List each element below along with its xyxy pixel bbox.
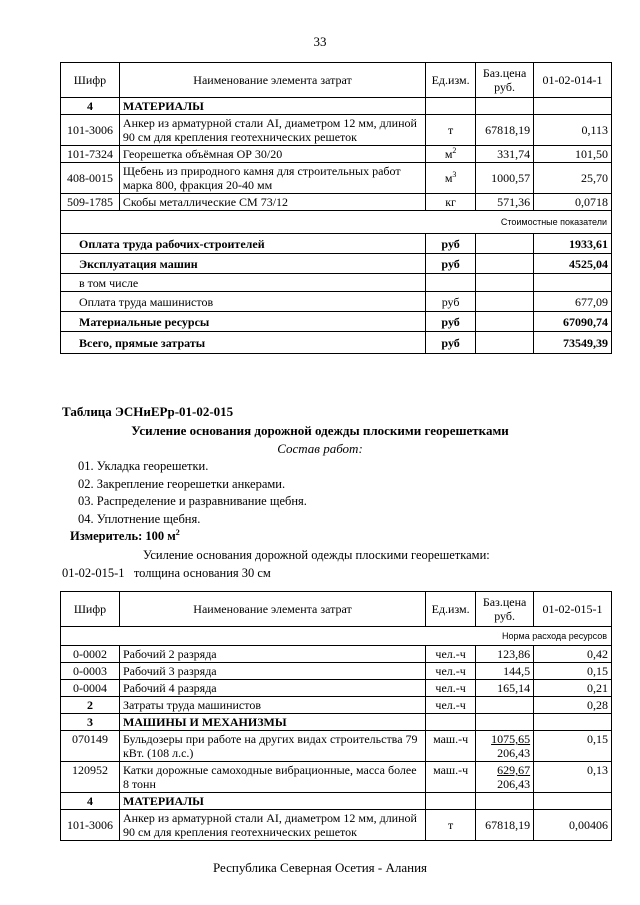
table-row xyxy=(61,810,612,841)
norm-label: Норма расхода ресурсов xyxy=(61,627,612,646)
summary-unit: руб xyxy=(426,312,476,332)
summary-label: Всего, прямые затраты xyxy=(61,332,426,354)
table-row xyxy=(61,115,612,146)
norm-label-row xyxy=(61,627,612,646)
cell-name: Рабочий 3 разряда xyxy=(119,663,425,680)
composition-label: Состав работ: xyxy=(277,441,363,456)
cell-value: 0,28 xyxy=(534,697,612,714)
cell-name: Скобы металлические СМ 73/12 xyxy=(119,194,425,211)
cell-code: 070149 xyxy=(61,731,120,762)
section-number: 4 xyxy=(61,793,120,810)
table-header-row xyxy=(61,592,612,627)
cell-unit: кг xyxy=(426,194,476,211)
cell-unit: т xyxy=(426,810,476,841)
cell-unit: чел.-ч xyxy=(426,663,476,680)
cell-value: 0,00406 xyxy=(534,810,612,841)
section-row xyxy=(61,793,612,810)
cell-price: 571,36 xyxy=(476,194,534,211)
table-row xyxy=(61,163,612,194)
cell-unit: т xyxy=(426,115,476,146)
measure-sup: 2 xyxy=(175,527,180,537)
header-norm: 01-02-014-1 xyxy=(534,63,612,98)
table-row xyxy=(61,146,612,163)
summary-value: 67090,74 xyxy=(534,312,612,332)
summary-label: Эксплуатация машин xyxy=(61,254,426,274)
cell-price: 331,74 xyxy=(476,146,534,163)
cell-price: 67818,19 xyxy=(476,810,534,841)
summary-unit: руб xyxy=(426,332,476,354)
cell-code: 2 xyxy=(61,697,120,714)
cell-price: 67818,19 xyxy=(476,115,534,146)
summary-value: 4525,04 xyxy=(534,254,612,274)
cell-name: Рабочий 4 разряда xyxy=(119,680,425,697)
cell-code: 101-3006 xyxy=(61,115,120,146)
table-row xyxy=(61,680,612,697)
cell-code: 120952 xyxy=(61,762,120,793)
cell-name: Катки дорожные самоходные вибрационные, масса более 8 тонн xyxy=(119,762,425,793)
table-row xyxy=(61,663,612,680)
summary-value: 73549,39 xyxy=(534,332,612,354)
summary-label: в том числе xyxy=(61,274,426,292)
section-row xyxy=(61,98,612,115)
price-top: 1075,65 xyxy=(491,732,531,746)
cell-code: 0-0003 xyxy=(61,663,120,680)
header-name: Наименование элемента затрат xyxy=(119,592,425,627)
operation-item: 01. Укладка георешетки. xyxy=(78,459,209,473)
cell-name: Затраты труда машинистов xyxy=(119,697,425,714)
table-row xyxy=(61,762,612,793)
header-code: Шифр xyxy=(61,592,120,627)
section-title: МАШИНЫ И МЕХАНИЗМЫ xyxy=(119,714,425,731)
code-line xyxy=(62,566,271,581)
table-row xyxy=(61,731,612,762)
footer: Республика Северная Осетия - Алания xyxy=(212,860,428,875)
header-code: Шифр xyxy=(61,63,120,98)
cell-unit: чел.-ч xyxy=(426,646,476,663)
summary-value: 1933,61 xyxy=(534,234,612,254)
section-title: МАТЕРИАЛЫ xyxy=(119,793,425,810)
cell-value: 0,113 xyxy=(534,115,612,146)
cell-unit: чел.-ч xyxy=(426,697,476,714)
cell-value: 0,15 xyxy=(534,663,612,680)
table-title: Таблица ЭСНиЕРр-01-02-015 xyxy=(62,404,234,419)
section-row xyxy=(61,714,612,731)
price-top: 629,67 xyxy=(497,763,531,777)
table-subtitle: Усиление основания дорожной одежды плоскими георешетками xyxy=(131,423,509,438)
resource-table-2 xyxy=(60,591,612,841)
operation-item: 02. Закрепление георешетки анкерами. xyxy=(78,477,286,491)
summary-row xyxy=(61,234,612,254)
summary-row xyxy=(61,254,612,274)
price-bottom: 206,43 xyxy=(497,777,531,791)
cell-unit: $м^3$ xyxy=(426,163,476,194)
operation-item: 04. Уплотнение щебня. xyxy=(78,512,201,526)
cell-value: 25,70 xyxy=(534,163,612,194)
cell-price: 144,5 xyxy=(476,663,534,680)
cell-price: 123,86 xyxy=(476,646,534,663)
price-bottom: 206,43 xyxy=(497,746,531,760)
summary-unit: руб xyxy=(426,292,476,312)
cell-unit: чел.-ч xyxy=(426,680,476,697)
cost-indicators-label: Стоимостные показатели xyxy=(61,211,612,234)
cell-price xyxy=(476,762,534,793)
header-unit: Ед.изм. xyxy=(426,63,476,98)
cell-name: Щебень из природного камня для строительных работ марка 800, фракция 20-40 мм xyxy=(119,163,425,194)
cell-code: 101-7324 xyxy=(61,146,120,163)
norm-code: 01-02-015-1 xyxy=(62,566,125,580)
cell-unit: маш.-ч xyxy=(426,731,476,762)
summary-label: Оплата труда рабочих-строителей xyxy=(61,234,426,254)
cell-price: 1000,57 xyxy=(476,163,534,194)
section-number: 4 xyxy=(61,98,120,115)
summary-unit: руб xyxy=(426,234,476,254)
header-unit: Ед.изм. xyxy=(426,592,476,627)
cell-price: 165,14 xyxy=(476,680,534,697)
summary-row xyxy=(61,312,612,332)
cell-value: 0,0718 xyxy=(534,194,612,211)
section-title: МАТЕРИАЛЫ xyxy=(119,98,425,115)
cell-name: Бульдозеры при работе на других видах строительства 79 кВт. (108 л.с.) xyxy=(119,731,425,762)
cell-value: 0,13 xyxy=(534,762,612,793)
cell-code: 101-3006 xyxy=(61,810,120,841)
cell-value: 0,42 xyxy=(534,646,612,663)
measure-text: Измеритель: 100 м xyxy=(70,529,176,543)
table-row xyxy=(61,194,612,211)
summary-row xyxy=(61,274,612,292)
section-number: 3 xyxy=(61,714,120,731)
cell-name: Анкер из арматурной стали AI, диаметром 12 мм, длиной 90 см для крепления геотехнических решеток xyxy=(119,810,425,841)
cell-code: 509-1785 xyxy=(61,194,120,211)
measure-line xyxy=(70,529,180,544)
table-header-row xyxy=(61,63,612,98)
cell-code: 0-0004 xyxy=(61,680,120,697)
cell-value: 101,50 xyxy=(534,146,612,163)
header-price: Баз.цена руб. xyxy=(476,63,534,98)
summary-row xyxy=(61,292,612,312)
cost-indicators-row xyxy=(61,211,612,234)
page-number: 33 xyxy=(313,34,327,49)
cell-code: 408-0015 xyxy=(61,163,120,194)
description-line: Усиление основания дорожной одежды плоскими георешетками: xyxy=(143,548,490,562)
summary-label: Оплата труда машинистов xyxy=(61,292,426,312)
cell-code: 0-0002 xyxy=(61,646,120,663)
cell-unit: маш.-ч xyxy=(426,762,476,793)
summary-unit: руб xyxy=(426,254,476,274)
cell-unit: $м^2$ xyxy=(426,146,476,163)
header-price: Баз.цена руб. xyxy=(476,592,534,627)
cell-value: 0,15 xyxy=(534,731,612,762)
cell-name: Рабочий 2 разряда xyxy=(119,646,425,663)
norm-text: толщина основания 30 см xyxy=(133,566,271,580)
summary-value: 677,09 xyxy=(534,292,612,312)
header-norm: 01-02-015-1 xyxy=(534,592,612,627)
operation-item: 03. Распределение и разравнивание щебня. xyxy=(78,494,307,508)
summary-row xyxy=(61,332,612,354)
header-name: Наименование элемента затрат xyxy=(119,63,425,98)
resource-table-1 xyxy=(60,62,612,354)
summary-label: Материальные ресурсы xyxy=(61,312,426,332)
cell-price xyxy=(476,731,534,762)
table-row xyxy=(61,697,612,714)
cell-value: 0,21 xyxy=(534,680,612,697)
cell-name: Георешетка объёмная ОР 30/20 xyxy=(119,146,425,163)
cell-name: Анкер из арматурной стали AI, диаметром 12 мм, длиной 90 см для крепления геотехнических решеток xyxy=(119,115,425,146)
table-row xyxy=(61,646,612,663)
